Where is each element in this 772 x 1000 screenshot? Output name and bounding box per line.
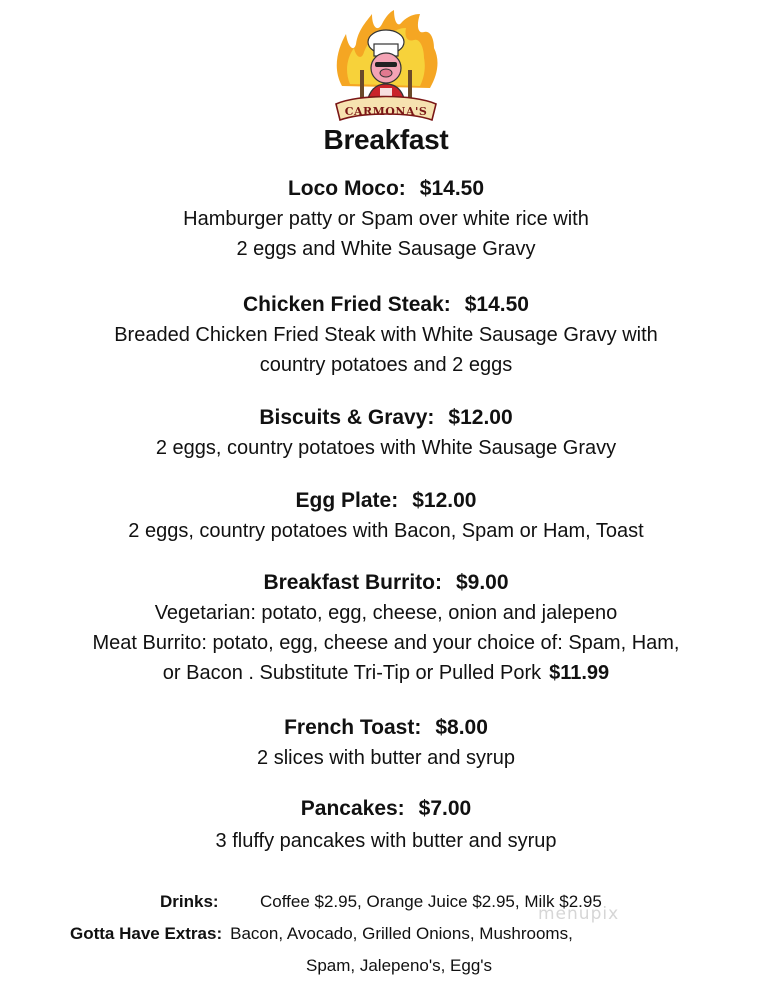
extras-label: Gotta Have Extras: xyxy=(70,924,223,943)
menu-item-name: French Toast: xyxy=(284,716,422,739)
menu-item xyxy=(0,568,772,688)
menu-item-description: 2 eggs, country potatoes with White Sausage Gravy xyxy=(155,437,617,459)
menu-item xyxy=(0,403,772,463)
menu-item xyxy=(0,174,772,264)
menu-item-description: Breaded Chicken Fried Steak with White Sausage Gravy with xyxy=(114,324,658,346)
menu-item-heading xyxy=(0,713,772,743)
menu-item-heading xyxy=(0,794,772,824)
menu-item-substitute-text: or Bacon . Substitute Tri-Tip or Pulled Pork xyxy=(162,662,542,684)
menu-item-description: 3 fluffy pancakes with butter and syrup xyxy=(215,830,557,852)
menu-item-description: 2 slices with butter and syrup xyxy=(257,747,515,769)
menu-item-heading xyxy=(0,174,772,204)
menu-item-name: Pancakes: xyxy=(300,797,405,820)
menu-item-substitute-price: $11.99 xyxy=(549,662,610,684)
menu-item-price: $14.50 xyxy=(419,177,485,200)
extras-list: Bacon, Avocado, Grilled Onions, Mushrooms, xyxy=(230,924,573,943)
menu-item-name: Egg Plate: xyxy=(295,489,399,512)
menu-item-description: country potatoes and 2 eggs xyxy=(259,354,513,376)
menu-item-price: $14.50 xyxy=(464,293,529,316)
menu-item-heading xyxy=(0,486,772,516)
menu-item-heading xyxy=(0,568,772,598)
menu-item-price: $9.00 xyxy=(455,571,509,594)
menu-item-description: 2 eggs, country potatoes with Bacon, Spam or Ham, Toast xyxy=(128,520,644,542)
menu-item-name: Chicken Fried Steak: xyxy=(243,293,451,316)
menu-item-price: $7.00 xyxy=(418,797,472,820)
page-title: Breakfast xyxy=(323,124,449,155)
watermark: menupix xyxy=(538,904,620,924)
menu-item-price: $12.00 xyxy=(412,489,477,512)
menu-item-description: 2 eggs and White Sausage Gravy xyxy=(236,238,536,260)
menu-item xyxy=(0,290,772,380)
menu-item-name: Loco Moco: xyxy=(287,177,406,200)
logo-wordmark: CARMONA'S xyxy=(344,105,428,118)
extras-row-continued xyxy=(306,950,492,982)
menu-item xyxy=(0,486,772,546)
menu-item-description xyxy=(0,658,772,688)
drinks-label: Drinks: xyxy=(160,892,219,911)
menu-item xyxy=(0,794,772,856)
drinks-row xyxy=(160,886,602,918)
extras-list-continued: Spam, Jalepeno's, Egg's xyxy=(306,956,493,975)
menu-item-description: Hamburger patty or Spam over white rice with xyxy=(183,208,589,230)
extras-row xyxy=(70,918,573,950)
menu-item xyxy=(0,713,772,773)
menu-item-price: $12.00 xyxy=(448,406,513,429)
drinks-list: Coffee $2.95, Orange Juice $2.95, Milk $2.95 xyxy=(260,892,602,911)
menu-item-price: $8.00 xyxy=(435,716,488,739)
menu-item-description: Meat Burrito: potato, egg, cheese and your choice of: Spam, Ham, xyxy=(92,632,680,654)
menu-item-name: Breakfast Burrito: xyxy=(263,571,442,594)
menu-item-heading xyxy=(0,403,772,433)
menu-item-description: Vegetarian: potato, egg, cheese, onion and jalepeno xyxy=(154,602,618,624)
menu-item-name: Biscuits & Gravy: xyxy=(259,406,435,429)
menu-item-heading xyxy=(0,290,772,320)
restaurant-logo xyxy=(328,8,444,126)
